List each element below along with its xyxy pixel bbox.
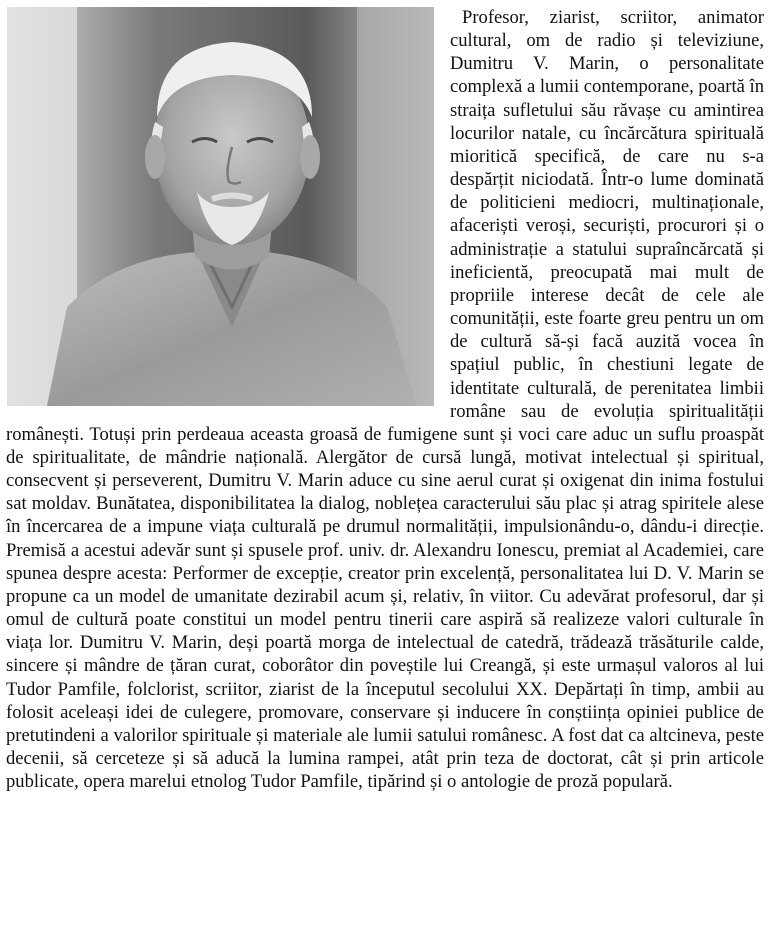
article-body <box>6 0 764 793</box>
article-paragraph: Profesor, ziarist, scriitor, animator cultural, om de radio și televiziune, Dumitru V. Marin, o personalitate complexă a lumii contemporane, poartă în straița sufletului său răvașe cu amintirea locurilor natale, cu încărcătura spirituală mioritică specifică, de care nu s-a despărțit niciodată. Într-o lume dominată de politicieni mediocri, multinaționale, afaceriști veroși, securiști, procurori și o administrație a statului supraîncărcată și ineficientă, preocupată mai mult de propriile interese decât de cele ale comunității, este foarte greu pentru un om de cultură să-și facă auzită vocea în spațiul public, în chestiuni legate de identitate culturală, de perenitatea limbii române sau de evoluția spiritualității românești. Totuși prin perdeaua aceasta groasă de fumigene sunt și voci care aduc un suflu proaspăt de spiritualitate, de mândrie națională. Alergător de cursă lungă, motivat intelectual și spiritual, consecvent și perseverent, Dumitru V. Marin aduce cu sine aerul curat și oxigenat din inima fostului sat moldav. Bunătatea, disponibilitatea la dialog, noblețea caracterului său plac și atrag spiritele alese în încercarea de a impune viața culturală pe drumul normalității, impulsionându-o, dându-i direcție. Premisă a acestui adevăr sunt și spusele prof. univ. dr. Alexandru Ionescu, premiat al Academiei, care spunea despre acesta: Performer de excepție, creator prin excelență, personalitatea lui D. V. Marin se propune ca un model de umanitate dezirabil acum și, relativ, în viitor. Cu adevărat profesorul, dar și omul de cultură poate constitui un model pentru tinerii care aspiră să realizeze valori culturale în viața lor. Dumitru V. Marin, deși poartă morga de intelectual de catedră, trădează trăsăturile calde, sincere și mândre de țăran curat, coborâtor din poveștile lui Creangă, și este urmașul valoros al lui Tudor Pamfile, folclorist, scriitor, ziarist de la începutul secolului XX. Depărtați în timp, ambii au folosit aceleași idei de culegere, promovare, conservare și inducere în conștiința opiniei publice de pretutindeni a valorilor spirituale și materiale ale lumii satului românesc. A fost dat ca altcineva, peste decenii, să cerceteze și să aducă la lumina rampei, atât prin teza de doctorat, cât și prin articole publicate, opera marelui etnolog Tudor Pamfile, tipărind și o antologie de proză populară. <box>6 7 764 793</box>
photo-wrap-spacer <box>6 6 450 420</box>
